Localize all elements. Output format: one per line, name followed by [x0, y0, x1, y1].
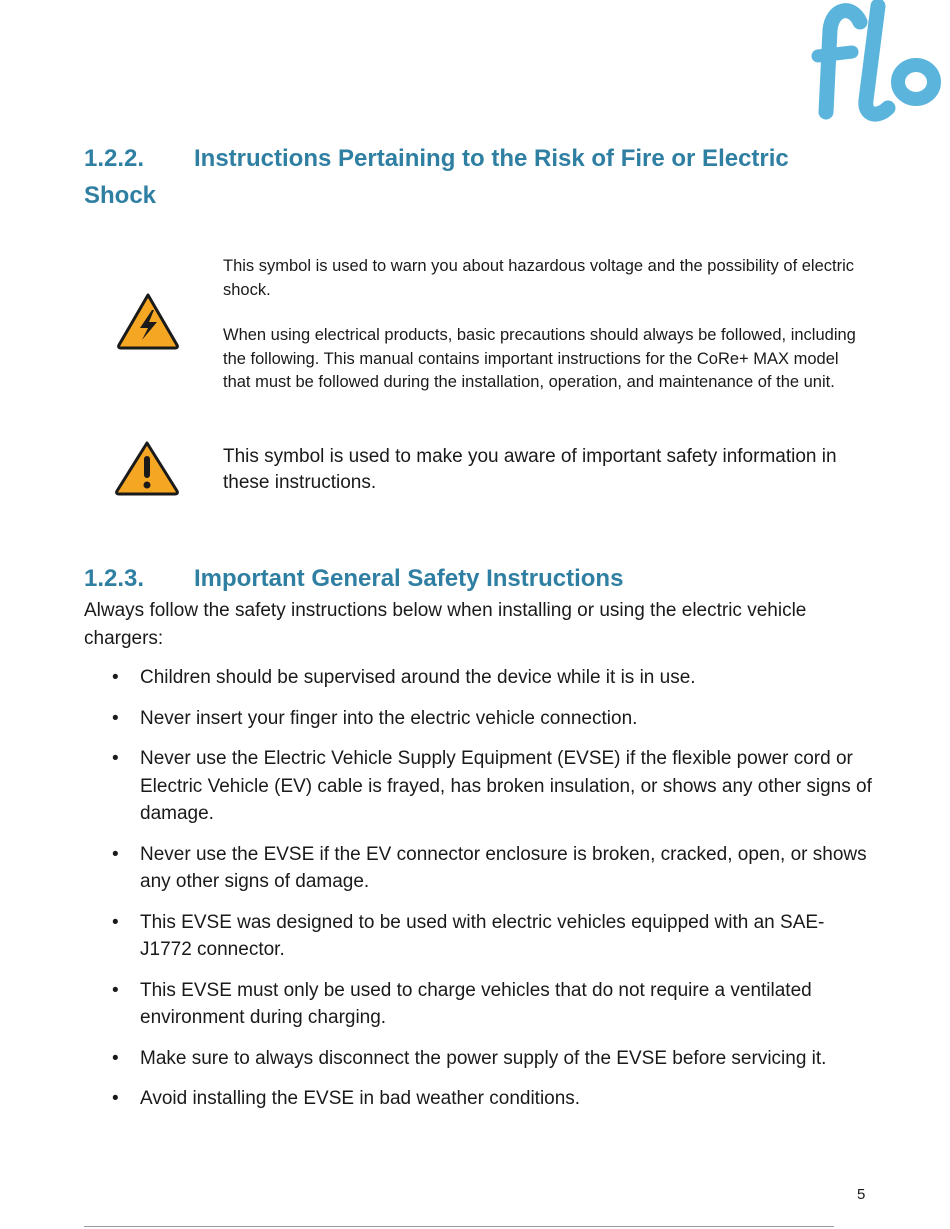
bullet-marker: •: [112, 911, 119, 933]
bullet-marker: •: [112, 667, 119, 688]
bullet-marker: •: [112, 843, 119, 865]
section-number: 1.2.3.: [84, 565, 145, 592]
exclamation-warning-icon: [114, 440, 180, 496]
section-heading-1-2-2: [84, 140, 844, 214]
list-item: [84, 841, 874, 896]
safety-instructions-list: [84, 664, 874, 1126]
list-item-text: Never insert your finger into the electric vehicle connection.: [140, 707, 638, 729]
list-item: [84, 1045, 874, 1073]
list-item-text: Make sure to always disconnect the power supply of the EVSE before servicing it.: [140, 1047, 827, 1069]
list-item: [84, 977, 874, 1032]
list-item-text: Never use the EVSE if the EV connector enclosure is broken, cracked, open, or shows any other signs of damage.: [140, 843, 867, 892]
list-item-text: This EVSE must only be used to charge vehicles that do not require a ventilated environment during charging.: [140, 979, 812, 1028]
bullet-marker: •: [112, 707, 119, 729]
footer-divider: [84, 1226, 834, 1227]
bullet-marker: •: [112, 1088, 119, 1109]
flo-logo: [808, 0, 950, 126]
high-voltage-warning-icon: [116, 292, 180, 350]
bullet-marker: •: [112, 748, 119, 769]
section-heading-1-2-3: [84, 560, 844, 597]
bullet-marker: •: [112, 1047, 119, 1069]
list-item-text: This EVSE was designed to be used with electric vehicles equipped with an SAE-J1772 connector.: [140, 911, 825, 960]
list-item: [84, 1085, 874, 1113]
list-item: [84, 909, 874, 964]
list-item-text: Avoid installing the EVSE in bad weather conditions.: [140, 1088, 581, 1109]
list-item-text: Never use the Electric Vehicle Supply Equipment (EVSE) if the flexible power cord or Electric Vehicle (EV) cable is frayed, has broken insulation, or shows any other signs of damage.: [140, 748, 872, 824]
list-item: [84, 705, 874, 733]
list-item: [84, 664, 874, 692]
section-title: Instructions Pertaining to the Risk of Fire or Electric Shock: [84, 145, 789, 209]
list-item: [84, 745, 874, 828]
page-number: 5: [857, 1186, 866, 1203]
section-number: 1.2.2.: [84, 145, 145, 172]
section-title: Important General Safety Instructions: [194, 565, 624, 592]
safety-info-text: This symbol is used to make you aware of important safety information in these instructions.: [223, 446, 837, 493]
bullet-marker: •: [112, 979, 119, 1001]
voltage-warning-text: This symbol is used to warn you about hazardous voltage and the possibility of electric shock.: [223, 257, 855, 299]
list-item-text: Children should be supervised around the device while it is in use.: [140, 667, 696, 688]
registered-mark: ®: [931, 67, 937, 76]
precautions-text: When using electrical products, basic precautions should always be followed, including the following. This manual contains important instructions for the CoRe+ MAX model that must be followed during the installation, operation, and maintenance of the unit.: [223, 326, 856, 391]
safety-intro-text: Always follow the safety instructions below when installing or using the electric vehicle chargers:: [84, 600, 807, 649]
